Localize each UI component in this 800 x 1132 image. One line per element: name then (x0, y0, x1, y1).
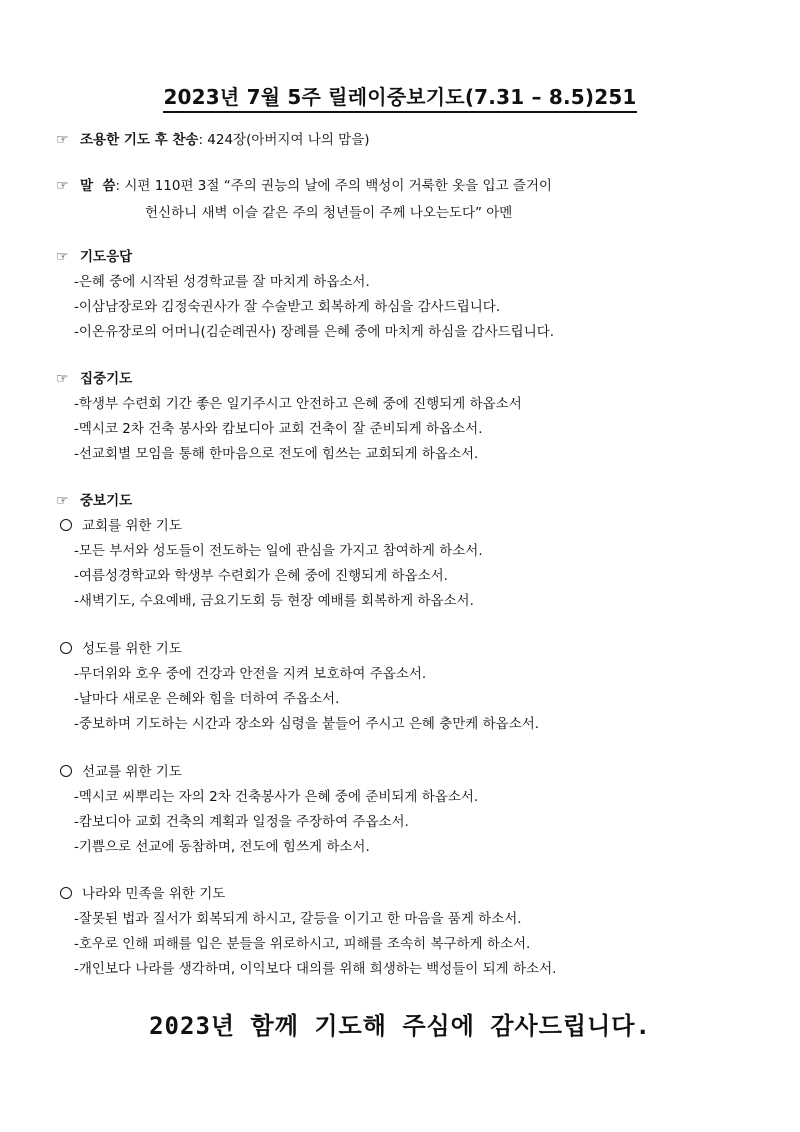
group-heading-text: 성도를 위한 기도 (82, 641, 182, 657)
circle-bullet-icon (60, 642, 72, 654)
list-item: -선교회별 모임을 통해 한마음으로 전도에 힘쓰는 교회되게 하옵소서. (74, 446, 479, 462)
page-title-text: 2023년 7월 5주 릴레이중보기도(7.31 – 8.5)251 (163, 84, 636, 113)
list-item: -이삼남장로와 김정숙권사가 잘 수술받고 회복하게 하심을 감사드립니다. (74, 299, 501, 315)
list-item: -개인보다 나라를 생각하며, 이익보다 대의를 위해 희생하는 백성들이 되게 하소서. (74, 961, 557, 977)
group-heading-text: 선교를 위한 기도 (82, 764, 182, 780)
focus-heading-row (56, 369, 132, 389)
intercession-heading: 중보기도 (80, 493, 133, 509)
group-heading-church (60, 516, 182, 536)
pointing-hand-icon: ☞ (56, 132, 69, 148)
hymn-value: : 424장(아버지여 나의 맘을) (198, 132, 370, 148)
hymn-label: 조용한 기도 후 찬송 (80, 132, 199, 148)
answered-heading: 기도응답 (80, 249, 133, 265)
group-heading-text: 교회를 위한 기도 (82, 518, 182, 534)
group-heading-nation (60, 884, 225, 904)
page-title (0, 84, 800, 113)
word-label: 말 씀 (80, 178, 116, 194)
pointing-hand-icon: ☞ (56, 371, 69, 387)
list-item: -중보하며 기도하는 시간과 장소와 심령을 붙들어 주시고 은혜 충만케 하옵소서. (74, 716, 540, 732)
list-item: -학생부 수련회 기간 좋은 일기주시고 안전하고 은혜 중에 진행되게 하옵소서 (74, 396, 522, 412)
pointing-hand-icon: ☞ (56, 493, 69, 509)
word-line-1: : 시편 110편 3절 “주의 권능의 날에 주의 백성이 거룩한 옷을 입고 즐거이 (115, 178, 552, 194)
list-item: -멕시코 2차 건축 봉사와 캄보디아 교회 건축이 잘 준비되게 하옵소서. (74, 421, 483, 437)
group-heading-mission (60, 762, 182, 782)
hymn-row (56, 130, 370, 150)
circle-bullet-icon (60, 887, 72, 899)
pointing-hand-icon: ☞ (56, 178, 69, 194)
list-item: -잘못된 법과 질서가 회복되게 하시고, 갈등을 이기고 한 마음을 품게 하소서. (74, 911, 522, 927)
answered-heading-row (56, 247, 132, 267)
list-item: -멕시코 씨뿌리는 자의 2차 건축봉사가 은혜 중에 준비되게 하옵소서. (74, 789, 479, 805)
circle-bullet-icon (60, 765, 72, 777)
list-item: -기쁨으로 선교에 동참하며, 전도에 힘쓰게 하소서. (74, 839, 370, 855)
closing-message: 2023년 함께 기도해 주심에 감사드립니다. (149, 1012, 651, 1040)
list-item: -호우로 인해 피해를 입은 분들을 위로하시고, 피해를 조속히 복구하게 하소서. (74, 936, 531, 952)
list-item: -여름성경학교와 학생부 수련회가 은혜 중에 진행되게 하옵소서. (74, 568, 448, 584)
list-item: -무더위와 호우 중에 건강과 안전을 지켜 보호하여 주옵소서. (74, 666, 427, 682)
circle-bullet-icon (60, 519, 72, 531)
group-heading-saints (60, 639, 182, 659)
group-heading-text: 나라와 민족을 위한 기도 (82, 886, 226, 902)
list-item: -새벽기도, 수요예배, 금요기도회 등 현장 예배를 회복하게 하옵소서. (74, 593, 474, 609)
list-item: -이온유장로의 어머니(김순례권사) 장례를 은혜 중에 마치게 하심을 감사드립니다. (74, 324, 555, 340)
list-item: -은혜 중에 시작된 성경학교를 잘 마치게 하옵소서. (74, 274, 370, 290)
focus-heading: 집중기도 (80, 371, 133, 387)
pointing-hand-icon: ☞ (56, 249, 69, 265)
list-item: -모든 부서와 성도들이 전도하는 일에 관심을 가지고 참여하게 하소서. (74, 543, 483, 559)
intercession-heading-row (56, 491, 132, 511)
word-row (56, 176, 552, 196)
list-item: -날마다 새로운 은혜와 힘을 더하여 주옵소서. (74, 691, 340, 707)
word-line-2: 헌신하니 새벽 이슬 같은 주의 청년들이 주께 나오는도다” 아멘 (145, 205, 513, 221)
list-item: -캄보디아 교회 건축의 계획과 일정을 주장하여 주옵소서. (74, 814, 409, 830)
